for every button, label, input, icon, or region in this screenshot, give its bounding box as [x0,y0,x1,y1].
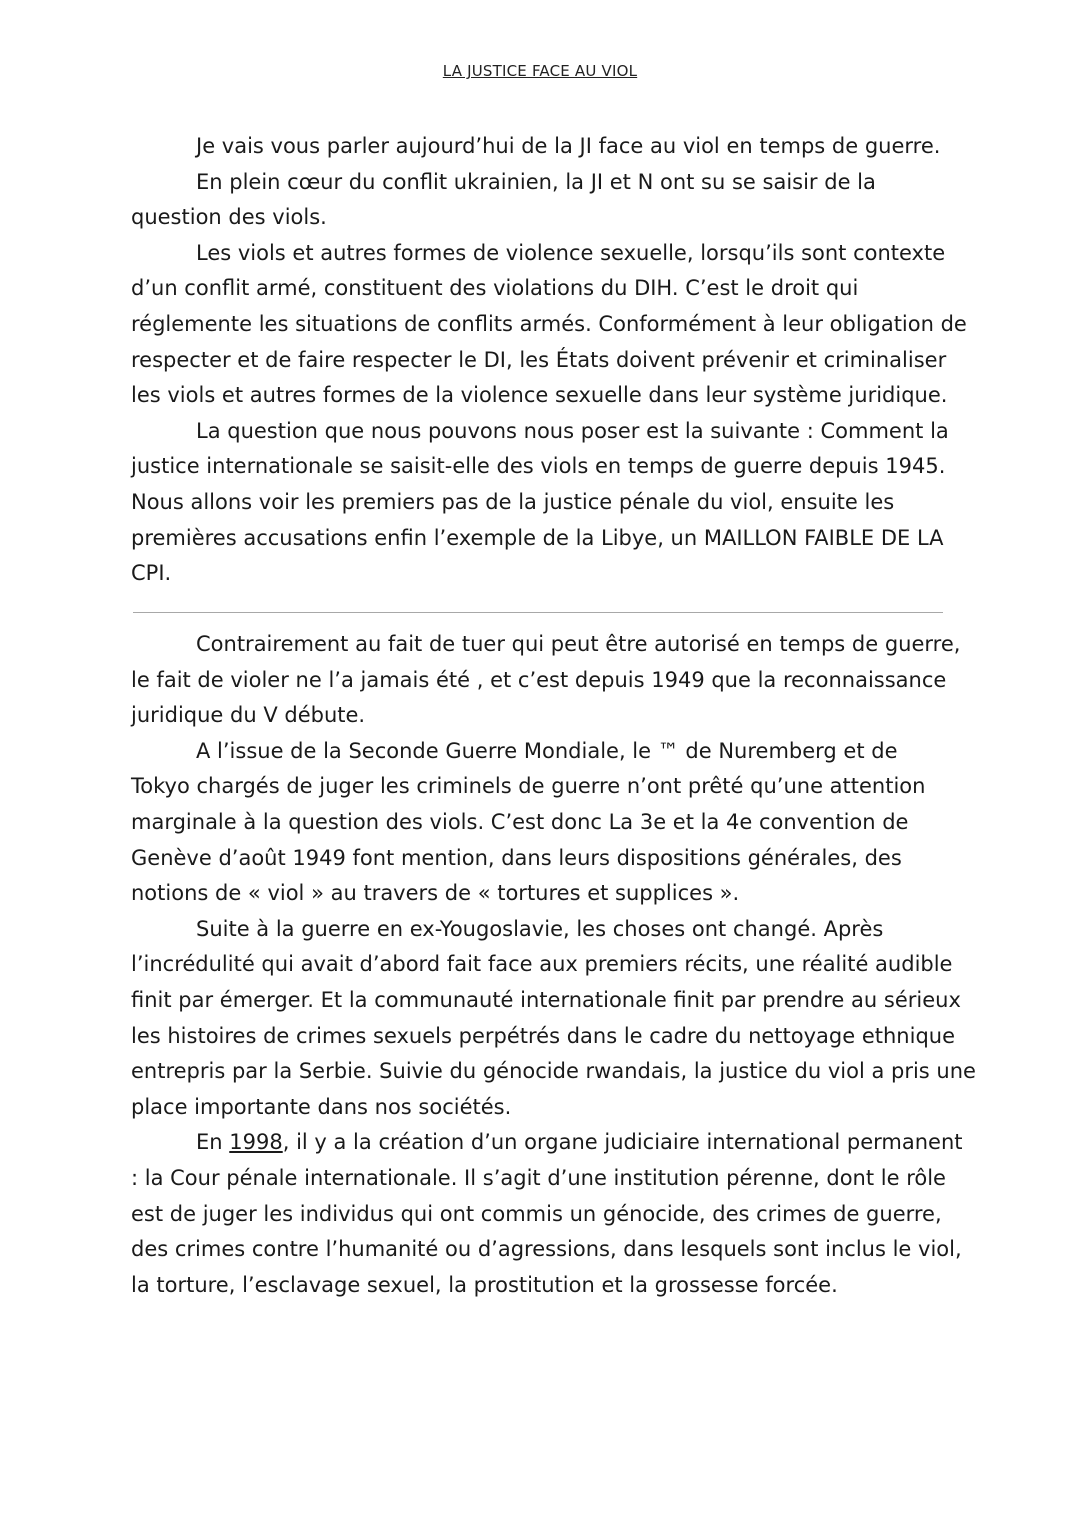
paragraph-body-4 [131,1125,963,1303]
text-line: CPI. [131,561,172,586]
text-line: finit par émerger. Et la communauté internationale finit par prendre au sérieux [131,987,961,1012]
text-line: la torture, l’esclavage sexuel, la prostitution et la grossesse forcée. [131,1272,838,1297]
text-line: En plein cœur du conflit ukrainien, la JI et N ont su se saisir de la [196,169,876,194]
text-line: Les viols et autres formes de violence sexuelle, lorsqu’ils sont contexte [196,240,946,265]
horizontal-divider [133,612,943,613]
text-line: justice internationale se saisit-elle des viols en temps de guerre depuis 1945. [131,454,946,479]
text-line: Je vais vous parler aujourd’hui de la JI face au viol en temps de guerre. [196,134,941,158]
text-line: les viols et autres formes de la violence sexuelle dans leur système juridique. [131,383,948,408]
text-line: respecter et de faire respecter le DI, les États doivent prévenir et criminaliser [131,347,947,372]
paragraph-intro-3 [131,236,967,414]
year-1998: 1998 [229,1130,283,1155]
text-line: entrepris par la Serbie. Suivie du génocide rwandais, la justice du viol a pris une [131,1059,976,1084]
text-line: place importante dans nos sociétés. [131,1094,512,1119]
introduction-section [131,129,967,592]
text-line: des crimes contre l’humanité ou d’agressions, dans lesquels sont inclus le viol, [131,1237,962,1262]
document-title: LA JUSTICE FACE AU VIOL [442,62,638,80]
text-line: premières accusations enfin l’exemple de la Libye, un MAILLON FAIBLE DE LA [131,525,944,550]
text-line: Suite à la guerre en ex-Yougoslavie, les choses ont changé. Après [196,916,884,941]
paragraph-intro-4 [131,414,951,592]
text-line: question des viols. [131,205,327,230]
paragraph-body-3 [131,912,976,1126]
paragraph-intro-1 [131,129,951,165]
body-section [131,627,976,1303]
text-line: A l’issue de la Seconde Guerre Mondiale, le ™ de Nuremberg et de [196,738,898,763]
text-line: juridique du V débute. [131,703,366,728]
text-line: est de juger les individus qui ont commis un génocide, des crimes de guerre, [131,1201,942,1226]
text-line: La question que nous pouvons nous poser est la suivante : Comment la [196,418,949,443]
paragraph-body-1 [131,627,961,734]
text-fragment: , il y a la création d’un organe judiciaire international permanent [282,1130,963,1155]
text-fragment: En [196,1130,230,1155]
text-line: Tokyo chargés de juger les criminels de guerre n’ont prêté qu’une attention [131,774,926,799]
text-line: : la Cour pénale internationale. Il s’agit d’une institution pérenne, dont le rôle [131,1165,946,1190]
text-line: les histoires de crimes sexuels perpétrés dans le cadre du nettoyage ethnique [131,1023,956,1048]
text-line: notions de « viol » au travers de « tortures et supplices ». [131,881,740,906]
paragraph-body-2 [131,734,951,912]
text-line [131,1125,963,1161]
text-line: marginale à la question des viols. C’est donc La 3e et la 4e convention de [131,809,909,834]
paragraph-intro-2 [131,165,951,236]
text-line: le fait de violer ne l’a jamais été , et c’est depuis 1949 que la reconnaissance [131,667,947,692]
text-line: réglemente les situations de conflits armés. Conformément à leur obligation de [131,311,967,336]
text-line: l’incrédulité qui avait d’abord fait face aux premiers récits, une réalité audible [131,952,953,977]
text-line: Contrairement au fait de tuer qui peut être autorisé en temps de guerre, [196,632,961,656]
text-line: Genève d’août 1949 font mention, dans leurs dispositions générales, des [131,845,902,870]
text-line: Nous allons voir les premiers pas de la justice pénale du viol, ensuite les [131,489,895,514]
text-line: d’un conflit armé, constituent des violations du DIH. C’est le droit qui [131,276,859,301]
